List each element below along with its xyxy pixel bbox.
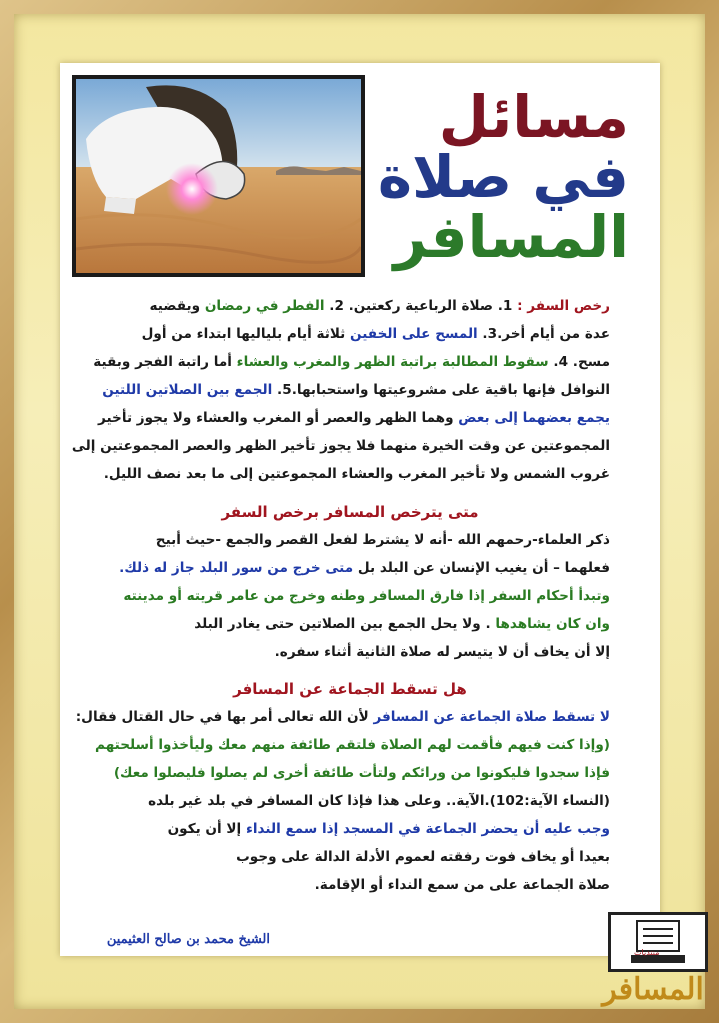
- text-span: فعلهما – أن يغيب الإنسان عن البلد بل: [353, 560, 610, 576]
- text-span: 1. صلاة الرباعية ركعتين. 2.: [324, 298, 518, 314]
- author-signature: الشيخ محمد بن صالح العثيمين: [106, 932, 270, 947]
- text-span: مسح. 4.: [548, 354, 610, 370]
- text-line: إلا أن يخاف أن لا يتيسر له صلاة الثانية أثناء سفره.: [274, 644, 610, 660]
- text-span: أما راتبة الفجر وبقية: [93, 354, 237, 370]
- section-heading: هل تسقط الجماعة عن المسافر: [233, 680, 467, 698]
- screen-logo-icon: [608, 912, 708, 972]
- text-span: وهما الظهر والعصر أو المغرب والعشاء ولا يجوز تأخير: [98, 410, 459, 426]
- highlight-span: الفطر في رمضان: [204, 298, 325, 314]
- section-label: رخص السفر :: [517, 298, 610, 314]
- text-line: [90, 404, 610, 432]
- text-line: [90, 320, 610, 348]
- highlight-span: الجمع بين الصلاتين اللتين: [102, 382, 273, 398]
- text-line: [90, 610, 610, 638]
- text-line: (النساء الآية:102).الآية.. وعلى هذا فإذا كان المسافر في بلد غير بلده: [148, 793, 610, 809]
- text-line: غروب الشمس ولا تأخير المغرب والعشاء المجموعتين إلى ما بعد نصف الليل.: [103, 466, 610, 482]
- quran-verse-line: فإذا سجدوا فليكونوا من ورائكم ولتأت طائفة أخرى لم يصلوا فليصلوا معك): [113, 765, 610, 781]
- prostration-photo-image: [76, 79, 361, 273]
- quran-verse-line: (وإذا كنت فيهم فأقمت لهم الصلاة فلتقم طائفة منهم معك وليأخذوا أسلحتهم: [95, 737, 610, 753]
- prostration-photo: [72, 75, 365, 277]
- text-line: [90, 348, 610, 376]
- text-line: [90, 815, 610, 843]
- text-span: لأن الله تعالى أمر بها في حال القتال فقال:: [75, 709, 374, 725]
- monitor-icon: [611, 915, 705, 969]
- text-span: النوافل فإنها باقية على مشروعيتها واستحبابها.5.: [272, 382, 610, 398]
- highlight-span: وجب عليه أن يحضر الجماعة في المسجد: [343, 821, 610, 837]
- text-span: عدة من أيام أخر.3.: [477, 326, 610, 342]
- section-congregation: [75, 675, 610, 899]
- highlight-span: لا تسقط صلاة الجماعة عن المسافر: [373, 709, 610, 725]
- section-travel-concessions: [71, 292, 610, 488]
- section-heading: متى يترخص المسافر برخص السفر: [221, 503, 479, 521]
- highlight-span: يجمع بعضهما إلى بعض: [458, 410, 610, 426]
- text-span: ويقضيه: [149, 298, 205, 314]
- text-span: إلا أن يكون: [167, 821, 246, 837]
- title-line-1: مسائل: [438, 83, 629, 151]
- text-line: وتبدأ أحكام السفر إذا فارق المسافر وطنه وخرج من عامر قريته أو مدينته: [123, 588, 610, 604]
- text-line: المجموعتين عن وقت الخيرة منهما فلا يجوز تأخير الظهر والعصر المجموعتين إلى: [71, 438, 610, 454]
- section-when-concessions: [90, 498, 610, 666]
- text-line: [90, 554, 610, 582]
- text-line: [75, 703, 610, 731]
- highlight-span: إذا سمع النداء: [245, 821, 343, 837]
- logo-text: المسافر: [602, 972, 704, 1007]
- title-line-3: المسافر: [393, 203, 629, 271]
- text-span: . ولا يحل الجمع بين الصلاتين حتى يغادر البلد: [194, 616, 496, 632]
- text-line: ذكر العلماء-رحمهم الله -أنه لا يشترط لفعل القصر والجمع -حيث أبيح: [155, 532, 610, 548]
- text-line: [90, 292, 610, 320]
- logo-subtitle: منتديات: [634, 948, 660, 957]
- text-line: [90, 376, 610, 404]
- highlight-span: المسح على الخفين: [350, 326, 478, 342]
- text-line: بعيدا أو يخاف فوت رفقته لعموم الأدلة الدالة على وجوب: [236, 849, 610, 865]
- text-span: ثلاثة أيام بلياليها ابتداء من أول: [141, 326, 351, 342]
- text-line: صلاة الجماعة على من سمع النداء أو الإقامة.: [314, 877, 610, 893]
- title-line-2: في صلاة: [377, 143, 629, 211]
- highlight-span: متى خرج من سور البلد جاز له ذلك.: [119, 560, 354, 576]
- highlight-span: وان كان يشاهدها: [495, 616, 610, 632]
- highlight-span: سقوط المطالبة براتبة الظهر والمغرب والعشاء: [236, 354, 549, 370]
